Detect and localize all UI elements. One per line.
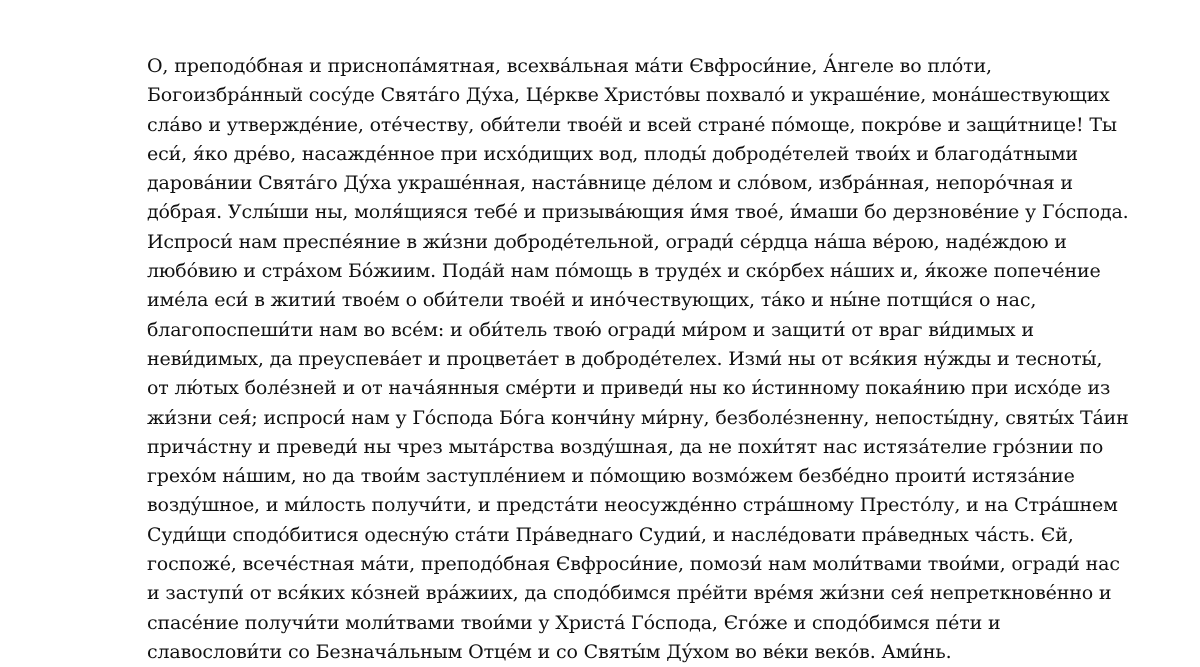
prayer-line-9: име́ла еси́ в житии́ твое́м о оби́тели твое́й и ино́чествующих, та́ко и ны́не потщи́ся о нас, bbox=[147, 289, 1037, 312]
prayer-line-11: неви́димых, да преуспева́ет и процвета́ет в доброде́телех. Изми́ ны от вся́кия ну́жды и тесноты́, bbox=[147, 347, 1103, 370]
prayer-line-20: спасе́ние получи́ти моли́твами твои́ми у Христа́ Го́спода, Єго́же и сподо́бимся пе́ти и bbox=[147, 611, 1001, 634]
prayer-line-4: еси́, я́ко дре́во, насажде́нное при исхо́дищих вод, плоды́ доброде́телей твои́х и благода́тными bbox=[147, 142, 1078, 165]
prayer-line-2: Богоизбра́нный сосу́де Свята́го Ду́ха, Це́ркве Христо́вы похвало́ и украше́ние, мона́шествующих bbox=[147, 84, 1110, 107]
prayer-text-block bbox=[147, 52, 1157, 667]
prayer-line-3: сла́во и утвержде́ние, оте́честву, оби́тели твое́й и всей стране́ по́моще, покро́ве и защи́тнице! Ты bbox=[147, 113, 1117, 136]
prayer-line-7: Испроси́ нам преспе́яние в жи́зни доброде́тельной, огради́ се́рдца на́ша ве́рою, наде́ждою и bbox=[147, 230, 1067, 253]
prayer-line-19: и заступи́ от вся́ких ко́зней вра́жиих, да сподо́бимся пре́йти вре́мя жи́зни сея́ непреткнове́нно и bbox=[147, 582, 1112, 605]
prayer-line-12: от лю́тых боле́зней и от нача́янныя сме́рти и приведи́ ны ко и́стинному покая́нию при исхо́де из bbox=[147, 377, 1111, 400]
prayer-line-5: дарова́нии Свята́го Ду́ха украше́нная, наста́внице де́лом и сло́вом, избра́нная, непоро́чная и bbox=[147, 172, 1073, 195]
prayer-line-18: госпоже́, всече́стная ма́ти, преподо́бная Євфроси́ние, помози́ нам моли́твами твои́ми, огради́ нас bbox=[147, 553, 1120, 576]
prayer-line-6: до́брая. Услы́ши ны, моля́щияся тебе́ и призыва́ющия и́мя твое́, и́маши бо дерзнове́ние у Го́спода. bbox=[147, 201, 1129, 224]
prayer-line-10: благопоспеши́ти нам во все́м: и оби́тель твою́ огради́ ми́ром и защити́ от враг ви́димых и bbox=[147, 318, 1034, 341]
prayer-line-14: прича́стну и преведи́ ны чрез мыта́рства возду́шная, да не похи́тят нас истяза́телие гро́знии по bbox=[147, 435, 1104, 458]
prayer-line-1: О, преподо́бная и приснопа́мятная, всехва́льная ма́ти Євфроси́ние, А́нгеле во пло́ти, bbox=[147, 55, 992, 77]
prayer-line-17: Суди́щи сподо́битися одесну́ю ста́ти Пра́веднаго Судии́, и насле́довати пра́ведных ча́сть. Єй, bbox=[147, 523, 1074, 546]
prayer-line-15: грехо́м на́шим, но да твои́м заступле́нием и по́мощию возмо́жем безбе́дно проити́ истяза́ние bbox=[147, 465, 1075, 488]
prayer-line-8: любо́вию и стра́хом Бо́жиим. Пода́й нам по́мощь в труде́х и ско́рбех на́ших и, я́коже попече́ние bbox=[147, 260, 1101, 283]
prayer-line-13: жи́зни сея́; испроси́ нам у Го́спода Бо́га кончи́ну ми́рну, безболе́зненну, непосты́дну, святы́х Та́ин bbox=[147, 406, 1129, 429]
prayer-line-16: возду́шное, и ми́лость получи́ти, и предста́ти неосужде́нно стра́шному Престо́лу, и на Стра́шнем bbox=[147, 494, 1118, 517]
prayer-line-21: славослови́ти со Безнача́льным Отце́м и со Святы́м Ду́хом во ве́ки веко́в. Ами́нь. bbox=[147, 640, 952, 663]
